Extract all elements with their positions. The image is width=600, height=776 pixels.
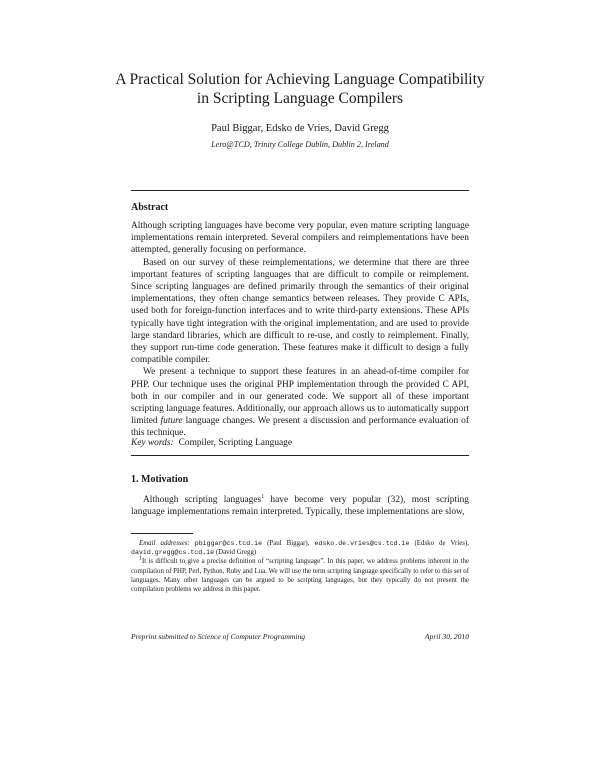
email-link-gregg[interactable]: david.gregg@cs.tcd.ie xyxy=(131,549,215,557)
footnote-1-text: It is difficult to give a precise definition of “scripting language”. In this paper, we address problems inherent in the compilation of PHP, Perl, Python, Ruby and Lua. We will use the term scripting language specifically to refer to this set of languages. Many other languages can be argued to be scripting languages, but they typically do not present the compilation problems we address in this paper. xyxy=(131,558,469,594)
abstract-p3-italic: future xyxy=(160,416,183,427)
keywords-value: Compiler, Scripting Language xyxy=(178,438,293,448)
section-1-text-b: have become very popular (32), most scripting language implementations remain interpreted. Typically, these implementations are slow, xyxy=(131,495,469,518)
keywords-label: Key words: xyxy=(131,438,174,448)
footnote-1-mark: 1 xyxy=(139,556,142,563)
affiliation: Lero@TCD, Trinity College Dublin, Dublin 2, Ireland xyxy=(211,140,389,149)
footnotes xyxy=(131,539,469,594)
section-1-heading: 1. Motivation xyxy=(131,474,189,485)
abstract-body xyxy=(131,220,469,440)
footer-preprint: Preprint submitted to Science of Computer Programming xyxy=(131,632,306,641)
keywords xyxy=(131,438,292,448)
title-line-1: A Practical Solution for Achieving Language Compatibility xyxy=(115,71,485,88)
abstract-paragraph-1: Although scripting languages have become very popular, even mature scripting language implementations remain interpreted. Several compilers and reimplementations have been attempted, generally focusing on performance. xyxy=(131,221,469,256)
section-1-body xyxy=(131,494,469,518)
email-name-devries: (Edsko de Vries), xyxy=(409,540,469,547)
email-name-biggar: (Paul Biggar), xyxy=(262,540,315,547)
abstract-p3-text-b: language changes. We present a discussion and performance evaluation of this technique. xyxy=(131,416,469,439)
abstract-bottom-rule xyxy=(131,455,469,456)
paper-title xyxy=(100,70,500,108)
email-link-biggar[interactable]: pbiggar@cs.tcd.ie xyxy=(194,540,263,547)
email-name-gregg: (David Gregg) xyxy=(214,549,257,557)
authors: Paul Biggar, Edsko de Vries, David Gregg xyxy=(211,123,389,134)
section-1-paragraph xyxy=(131,494,469,518)
footnote-rule xyxy=(131,533,193,534)
abstract-p3-text-a: We present a technique to support these features in an ahead-of-time compiler for PHP. Our technique uses the original PHP implementation through the provided C API, both in our compiler and in our generated code. We support all of these important scripting language features. Additionally, our approach allows us to automatically support limited xyxy=(131,367,469,427)
title-line-2: in Scripting Language Compilers xyxy=(196,90,404,107)
abstract-top-rule xyxy=(131,190,469,191)
abstract-paragraph-3 xyxy=(131,366,469,439)
email-label: Email addresses: xyxy=(139,540,190,547)
footnote-ref-1[interactable]: 1 xyxy=(261,493,265,500)
email-link-devries[interactable]: edsko.de.vries@cs.tcd.ie xyxy=(314,540,410,547)
footnote-emails xyxy=(131,539,469,557)
footnote-1 xyxy=(131,557,469,594)
footer-date: April 30, 2010 xyxy=(424,632,469,641)
abstract-heading: Abstract xyxy=(131,202,169,213)
abstract-paragraph-2: Based on our survey of these reimplementations, we determine that there are three important features of scripting languages that are difficult to compile or reimplement. Since scripting languages are defined primarily through the semantics of their original implementations, they often change semantics between releases. They provide C APIs, used both for foreign-function interfaces and to write third-party extensions. These APIs typically have tight integration with the original implementation, and are used to provide large standard libraries, which are difficult to re-use, and costly to reimplement. Finally, they support run-time code generation. These features make it difficult to design a fully compatible compiler. xyxy=(131,257,469,366)
section-1-text-a: Although scripting languages xyxy=(143,495,262,505)
page-footer xyxy=(131,632,469,641)
